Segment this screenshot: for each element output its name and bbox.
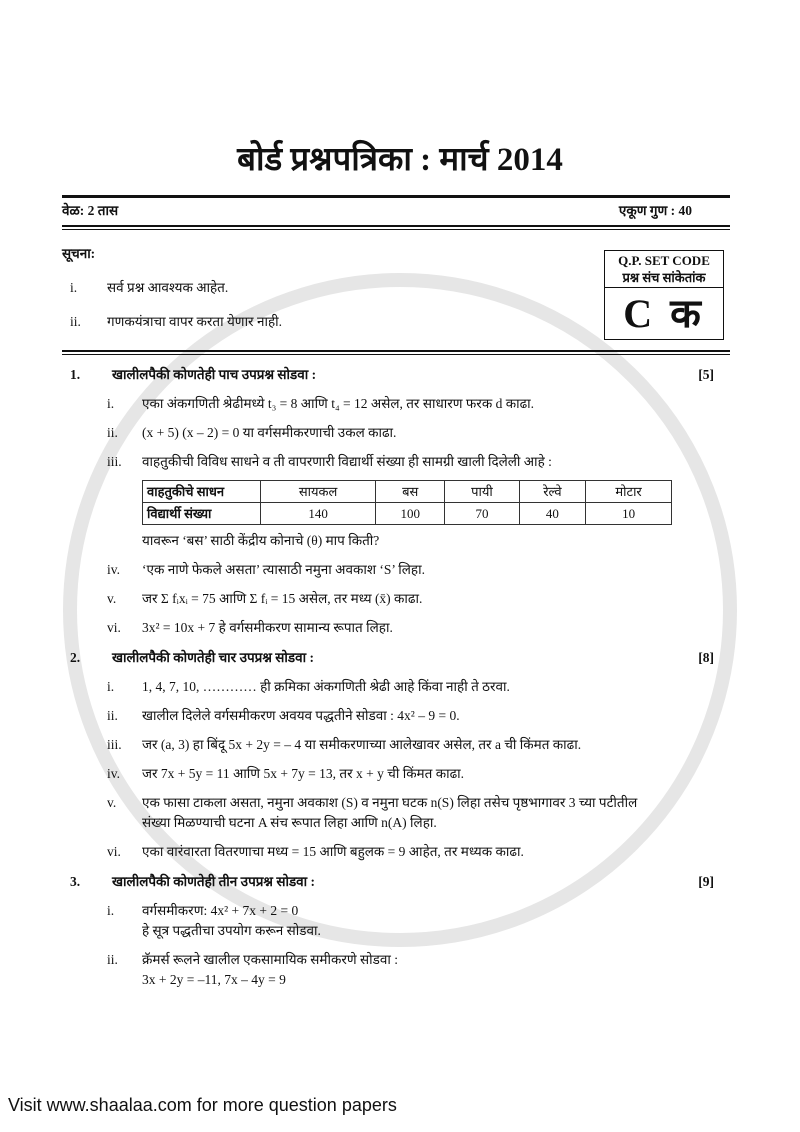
item-number: ii. [107,952,118,967]
table-cell: सायकल [261,481,376,503]
question-3 [62,872,730,990]
question-marks: [9] [698,874,714,889]
item-number: v. [107,591,117,606]
set-code-box [604,250,724,340]
question-1 [62,365,730,638]
sub-question: जर Σ fᵢxᵢ = 75 आणि Σ fᵢ = 15 असेल, तर मध्य (x̄) काढा. [142,591,423,606]
sub-question: (x + 5) (x – 2) = 0 या वर्गसमीकरणाची उकल काढा. [142,425,397,440]
table-cell: 10 [586,503,672,525]
table-row [143,503,672,525]
sub-question-cont: संख्या मिळण्याची घटना A संच रूपात लिहा आणि n(A) लिहा. [142,815,437,830]
item-number: ii. [70,314,81,329]
sub-question: एक फासा टाकला असता, नमुना अवकाश (S) व नमुना घटक n(S) लिहा तसेच पृष्ठभागावर 3 च्या पटीतील [142,795,638,810]
page-title: बोर्ड प्रश्नपत्रिका : मार्च 2014 [237,142,563,178]
footer-link[interactable]: Visit www.shaalaa.com for more question papers [8,1095,397,1115]
item-number: ii. [107,425,118,440]
instruction-item: सर्व प्रश्न आवश्यक आहेत. [107,280,229,295]
total-marks: एकूण गुण : 40 [618,203,692,218]
sub-question: एका वारंवारता वितरणाचा मध्य = 15 आणि बहुलक = 9 आहेत, तर मध्यक काढा. [142,844,524,859]
instructions [62,244,730,340]
table-cell: 70 [445,503,519,525]
sub-question: क्रॅमर्स रूलने खालील एकसामायिक समीकरणे सोडवा : [142,952,398,967]
sub-question: ‘एक नाणे फेकले असता’ त्यासाठी नमुना अवकाश ‘S’ लिहा. [142,562,425,577]
item-number: i. [70,280,78,295]
question-marks: [5] [698,367,714,382]
question-heading: खालीलपैकी कोणतेही तीन उपप्रश्न सोडवा : [112,874,316,889]
table-cell: पायी [445,481,519,503]
question-2 [62,648,730,862]
sub-question-text: यावरून ‘बस’ साठी केंद्रीय कोनाचे (θ) माप किती? [142,533,380,548]
set-code-label-mr: प्रश्न संच सांकेतांक [605,268,723,288]
sub-question-cont: 3x + 2y = –11, 7x – 4y = 9 [142,972,286,987]
item-number: iii. [107,737,122,752]
sub-question: 1, 4, 7, 10, ………… ही क्रमिका अंकगणिती श्रेढी आहे किंवा नाही ते ठरवा. [142,679,510,694]
table-cell: मोटार [586,481,672,503]
table-cell: बस [376,481,445,503]
question-number: 1. [70,367,81,382]
item-number: iv. [107,562,120,577]
table-cell: वाहतुकीचे साधन [143,481,261,503]
question-marks: [8] [698,650,714,665]
divider [62,195,730,198]
table-cell: रेल्वे [519,481,585,503]
sub-question: जर (a, 3) हा बिंदू 5x + 2y = – 4 या समीकरणाच्या आलेखावर असेल, तर a ची किंमत काढा. [142,737,582,752]
item-number: vi. [107,620,121,635]
question-number: 3. [70,874,81,889]
table-cell: विद्यार्थी संख्या [143,503,261,525]
item-number: iii. [107,454,122,469]
sub-question: 3x² = 10x + 7 हे वर्गसमीकरण सामान्य रूपात लिहा. [142,620,393,635]
table-cell: 40 [519,503,585,525]
question-heading: खालीलपैकी कोणतेही पाच उपप्रश्न सोडवा : [112,367,317,382]
time-allowed: वेळ: 2 तास [62,203,119,218]
sub-question-cont: हे सूत्र पद्धतीचा उपयोग करून सोडवा. [142,923,321,938]
sub-question: वर्गसमीकरण: 4x² + 7x + 2 = 0 [142,903,299,918]
question-number: 2. [70,650,81,665]
item-number: i. [107,903,115,918]
divider [62,354,730,355]
item-number: iv. [107,766,120,781]
divider [62,229,730,230]
set-code-label-en: Q.P. SET CODE [618,253,710,268]
sub-question: वाहतुकीची विविध साधने व ती वापरणारी विद्यार्थी संख्या ही सामग्री खाली दिलेली आहे : [142,454,552,469]
divider [62,350,730,352]
divider [62,225,730,227]
sub-question: एका अंकगणिती श्रेढीमध्ये t₃ = 8 आणि t₄ = 12 असेल, तर साधारण फरक d काढा. [142,396,535,411]
sub-question: खालील दिलेले वर्गसमीकरण अवयव पद्धतीने सोडवा : 4x² – 9 = 0. [142,708,460,723]
instruction-row [62,312,604,332]
table-cell: 100 [376,503,445,525]
item-number: i. [107,679,115,694]
item-number: vi. [107,844,121,859]
question-heading: खालीलपैकी कोणतेही चार उपप्रश्न सोडवा : [112,650,314,665]
table-row [143,481,672,503]
item-number: v. [107,795,117,810]
transport-table [142,480,672,525]
table-cell: 140 [261,503,376,525]
item-number: ii. [107,708,118,723]
sub-question: जर 7x + 5y = 11 आणि 5x + 7y = 13, तर x + y ची किंमत काढा. [142,766,465,781]
item-number: i. [107,396,115,411]
instructions-heading: सूचना: [62,246,96,261]
set-code: C क [623,291,705,336]
instruction-row [62,278,604,298]
instruction-item: गणकयंत्राचा वापर करता येणार नाही. [107,314,282,329]
